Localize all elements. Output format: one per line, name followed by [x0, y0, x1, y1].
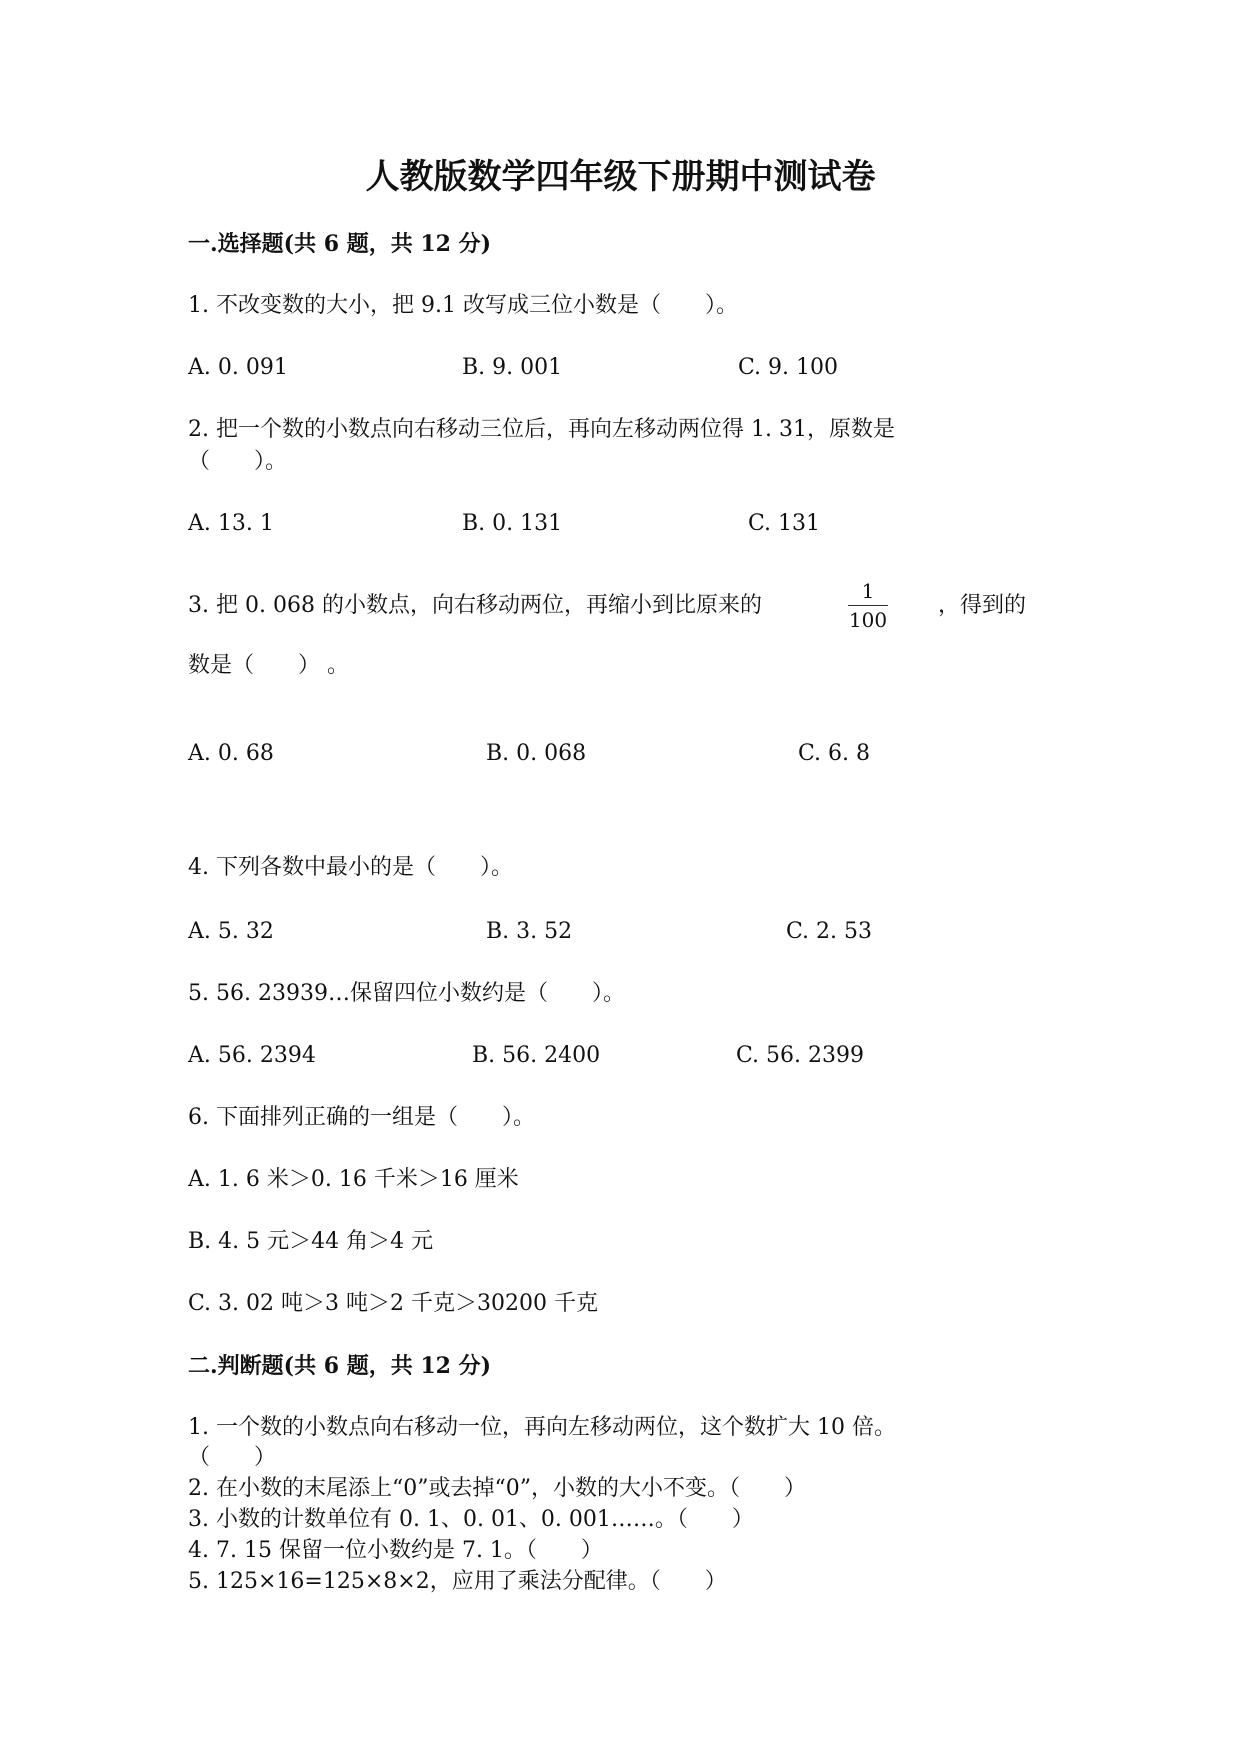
question-5-text: 5. 56. 23939…保留四位小数约是（ ）。 [188, 981, 625, 1006]
question-6-option-c: C. 3. 02 吨＞3 吨＞2 千克＞30200 千克 [188, 1291, 598, 1316]
judgement-item-5: 5. 125×16=125×8×2，应用了乘法分配律。（ ） [188, 1569, 727, 1594]
question-2-text-line1: 2. 把一个数的小数点向右移动三位后，再向左移动两位得 1. 31，原数是 [188, 417, 895, 442]
judgement-item-1: 1. 一个数的小数点向右移动一位，再向左移动两位，这个数扩大 10 倍。 [188, 1415, 896, 1440]
question-2-option-a: A. 13. 1 [188, 511, 274, 536]
question-3-option-c: C. 6. 8 [798, 741, 871, 766]
question-2-option-b: B. 0. 131 [462, 511, 563, 536]
question-1-option-a: A. 0. 091 [188, 355, 288, 380]
question-3-option-b: B. 0. 068 [486, 741, 587, 766]
question-4-option-b: B. 3. 52 [486, 919, 573, 944]
question-5-option-b: B. 56. 2400 [472, 1043, 601, 1068]
question-5-option-c: C. 56. 2399 [736, 1043, 865, 1068]
question-1-option-c: C. 9. 100 [738, 355, 839, 380]
question-2-text-line2: （ ）。 [188, 449, 288, 474]
question-1-option-b: B. 9. 001 [462, 355, 563, 380]
question-3-text-line2: 数是（ ） 。 [188, 653, 349, 678]
question-6-option-b: B. 4. 5 元＞44 角＞4 元 [188, 1229, 434, 1254]
fraction-bar [848, 605, 888, 606]
judgement-item-3: 3. 小数的计数单位有 0. 1、0. 01、0. 001……。（ ） [188, 1507, 754, 1532]
question-1-text: 1. 不改变数的大小，把 9.1 改写成三位小数是（ ）。 [188, 293, 738, 318]
page-title: 人教版数学四年级下册期中测试卷 [365, 157, 876, 197]
fraction-denominator: 100 [848, 608, 888, 632]
question-6-text: 6. 下面排列正确的一组是（ ）。 [188, 1105, 535, 1130]
judgement-item-2: 2. 在小数的末尾添上“0”或去掉“0”，小数的大小不变。（ ） [188, 1476, 806, 1501]
question-5-option-a: A. 56. 2394 [188, 1043, 316, 1068]
fraction-one-hundredth [842, 580, 894, 631]
question-3-text-post: ，得到的 [938, 593, 1027, 618]
judgement-item-4: 4. 7. 15 保留一位小数约是 7. 1。（ ） [188, 1538, 603, 1563]
question-4-text: 4. 下列各数中最小的是（ ）。 [188, 855, 513, 880]
fraction-numerator: 1 [861, 579, 875, 603]
question-6-option-a: A. 1. 6 米＞0. 16 千米＞16 厘米 [188, 1167, 519, 1192]
section-heading-judgement: 二.判断题(共 6 题，共 12 分) [188, 1353, 492, 1379]
question-3-text-pre: 3. 把 0. 068 的小数点，向右移动两位，再缩小到比原来的 [188, 593, 762, 618]
question-4-option-c: C. 2. 53 [786, 919, 873, 944]
question-4-option-a: A. 5. 32 [188, 919, 274, 944]
judgement-item-1-bracket: （ ） [188, 1445, 277, 1470]
section-heading-choice: 一.选择题(共 6 题，共 12 分) [188, 231, 492, 257]
question-3-option-a: A. 0. 68 [188, 741, 274, 766]
question-2-option-c: C. 131 [748, 511, 821, 536]
